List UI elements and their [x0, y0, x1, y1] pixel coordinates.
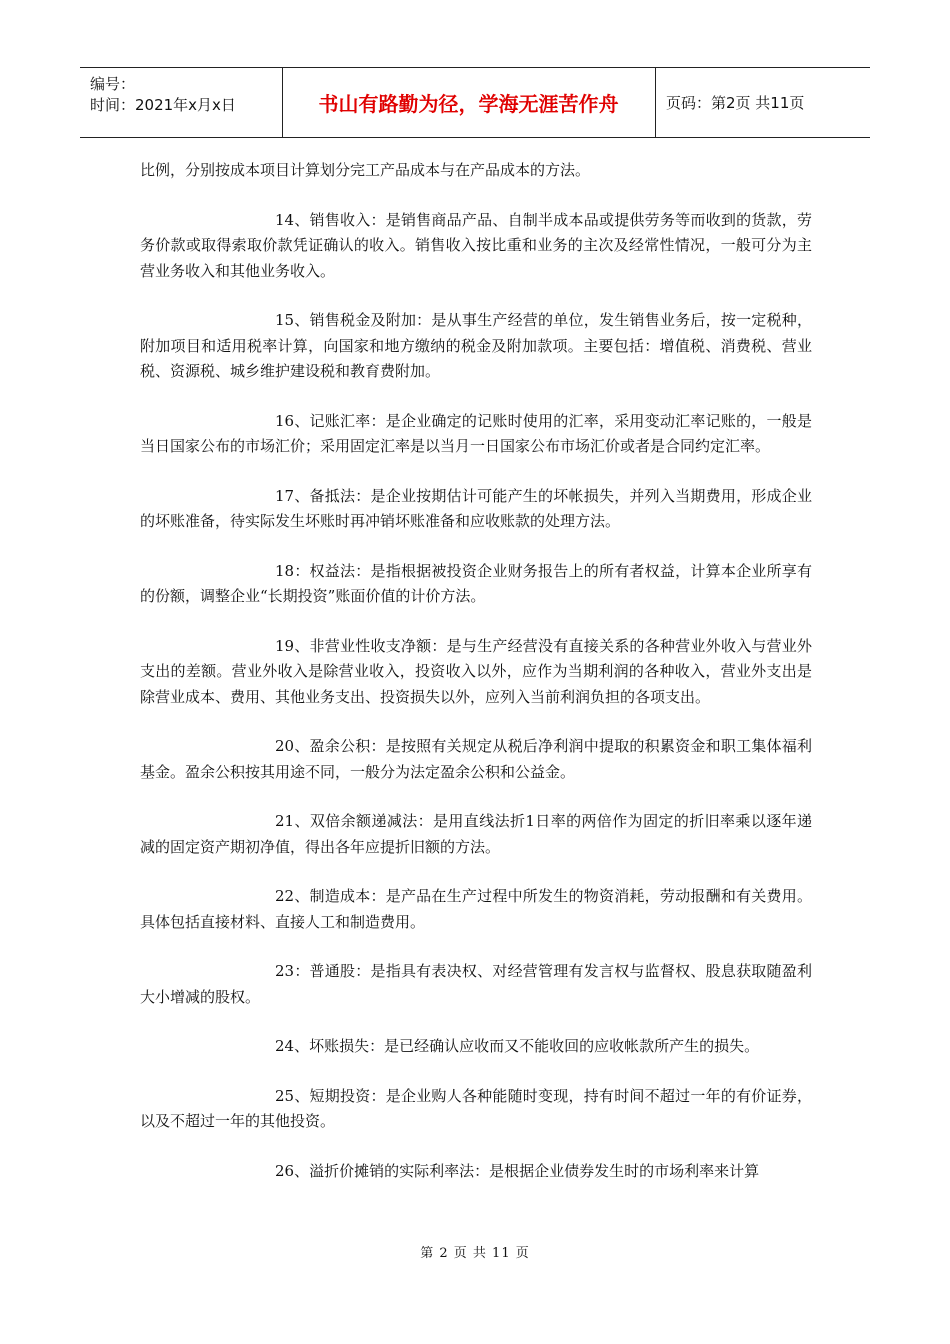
header-page-number: 页码：第2页 共11页 [666, 94, 805, 112]
paragraph-15: 15、销售税金及附加：是从事生产经营的单位，发生销售业务后，按一定税种，附加项目和适用税率计算，向国家和地方缴纳的税金及附加款项。主要包括：增值税、消费税、营业税、资源税、城乡维护建设税和教育费附加。 [140, 311, 812, 380]
header-motto: 书山有路勤为径，学海无涯苦作舟 [282, 68, 656, 137]
paragraph-17: 17、备抵法：是企业按期估计可能产生的坏帐损失，并列入当期费用，形成企业的坏账准备，待实际发生坏账时再冲销坏账准备和应收账款的处理方法。 [140, 486, 812, 530]
paragraph-20: 20、盈余公积：是按照有关规定从税后净利润中提取的积累资金和职工集体福利基金。盈余公积按其用途不同，一般分为法定盈余公积和公益金。 [140, 737, 812, 781]
page-footer: 第 2 页 共 11 页 [420, 1246, 530, 1261]
number-label: 编号： [90, 75, 136, 93]
paragraph-14: 14、销售收入：是销售商品产品、自制半成本品或提供劳务等而收到的货款，劳务价款或取得索取价款凭证确认的收入。销售收入按比重和业务的主次及经常性情况，一般可分为主营业务收入和其他业务收入。 [140, 210, 812, 280]
page-header [80, 67, 870, 138]
paragraph-16: 16、记账汇率：是企业确定的记账时使用的汇率，采用变动汇率记账的，一般是当日国家公布的市场汇价；采用固定汇率是以当月一日国家公布市场汇价或者是合同约定汇率。 [140, 411, 812, 455]
paragraph-26: 26、溢折价摊销的实际利率法：是根据企业债券发生时的市场利率来计算 [275, 1161, 760, 1180]
time-label: 时间：2021年x月x日 [90, 96, 236, 114]
paragraph-continuation: 比例，分别按成本项目计算划分完工产品成本与在产品成本的方法。 [140, 161, 591, 179]
document-body [140, 158, 812, 1208]
paragraph-25: 25、短期投资：是企业购人各种能随时变现，持有时间不超过一年的有价证券，以及不超过一年的其他投资。 [140, 1086, 812, 1130]
paragraph-21: 21、双倍余额递减法：是用直线法折1日率的两倍作为固定的折旧率乘以逐年递减的固定资产期初净值，得出各年应提折旧额的方法。 [140, 812, 812, 856]
paragraph-22: 22、制造成本：是产品在生产过程中所发生的物资消耗，劳动报酬和有关费用。具体包括直接材料、直接人工和制造费用。 [140, 887, 812, 931]
header-meta [80, 68, 283, 137]
paragraph-18: 18：权益法：是指根据被投资企业财务报告上的所有者权益，计算本企业所享有的份额，调整企业“长期投资”账面价值的计价方法。 [140, 561, 812, 605]
paragraph-24: 24、坏账损失：是已经确认应收而又不能收回的应收帐款所产生的损失。 [275, 1037, 760, 1055]
paragraph-23: 23：普通股：是指具有表决权、对经营管理有发言权与监督权、股息获取随盈利大小增减的股权。 [140, 962, 812, 1006]
paragraph-19: 19、非营业性收支净额：是与生产经营没有直接关系的各种营业外收入与营业外支出的差额。营业外收入是除营业收入，投资收入以外，应作为当期利润的各种收入，营业外支出是除营业成本、费用、其他业务支出、投资损失以外，应列入当前利润负担的各项支出。 [140, 636, 812, 706]
